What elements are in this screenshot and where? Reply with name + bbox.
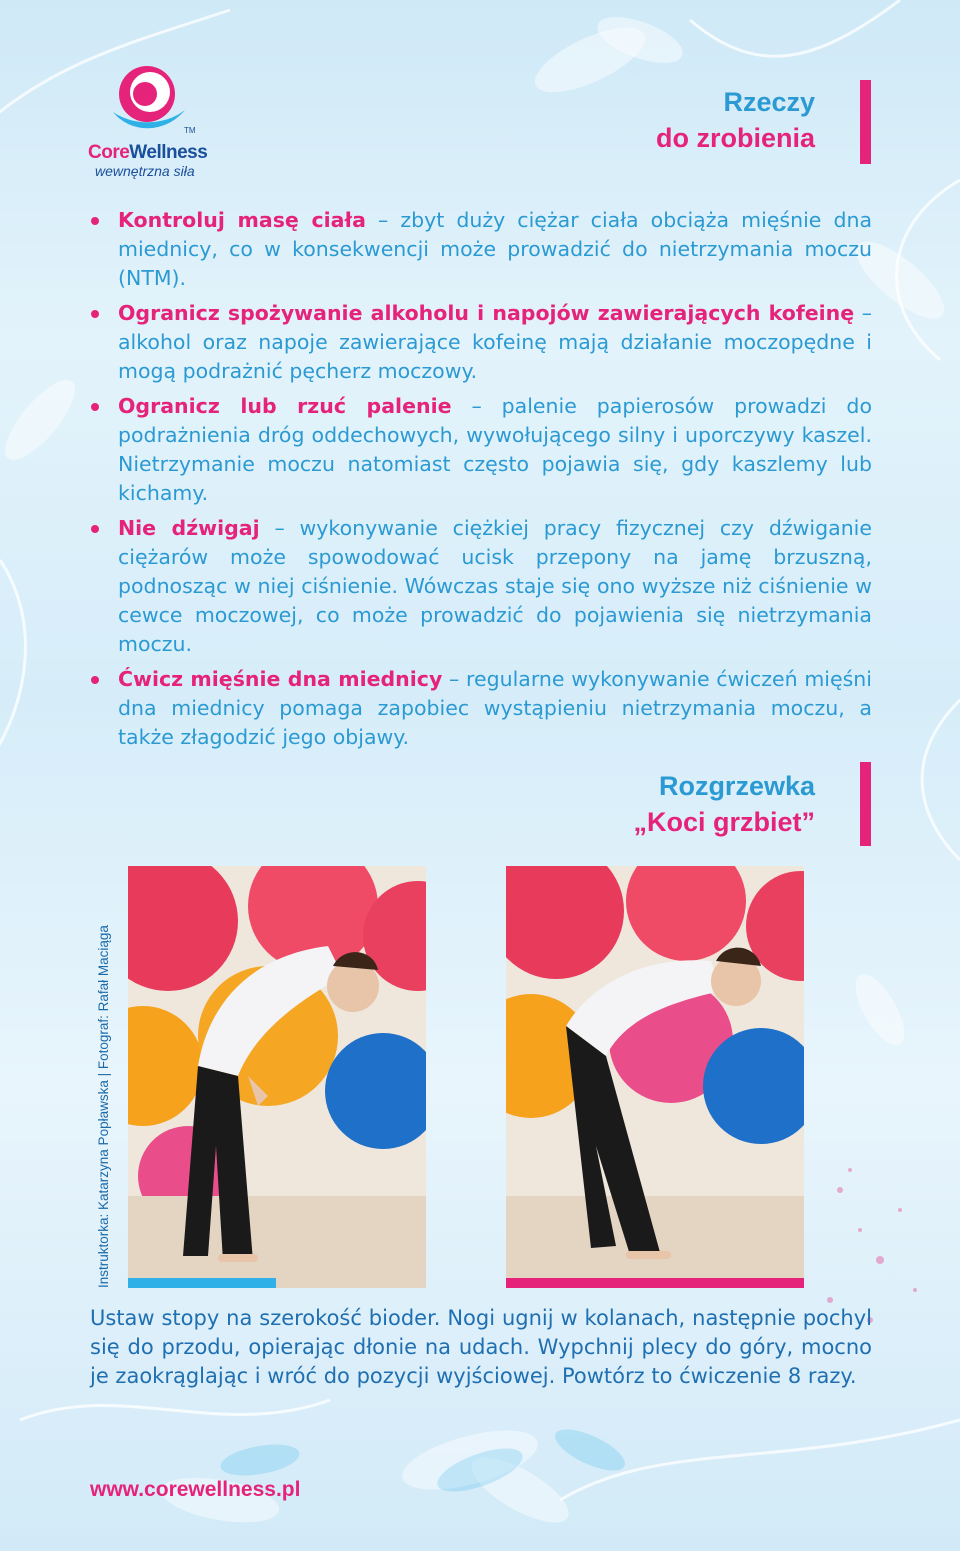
tip-text: – zbyt duży ciężar ciała obciąża mięśnie dna miednicy, co w konsekwencji może prowadzić do nietrzymania moczu (NTM). (118, 208, 873, 290)
section-title-warmup-line1: Rozgrzewka (658, 771, 815, 801)
tip-text: – alkohol oraz napoje zawierające kofeinę mają działanie moczopędne i mogą podrażnić pęcherz moczowy. (118, 301, 872, 383)
tip-keyword: Nie dźwigaj (118, 516, 260, 540)
exercise-photo-2 (506, 866, 804, 1288)
list-item (90, 514, 872, 659)
brand-name: CoreWellness (88, 142, 208, 163)
bullet-icon (91, 217, 99, 225)
exercise-photo-1-image (128, 866, 426, 1288)
section-title-todo-line2: do zrobienia (655, 123, 815, 153)
exercise-photo-1 (128, 866, 426, 1288)
website-link[interactable]: www.corewellness.pl (90, 1478, 301, 1501)
tip-text: – regularne wykonywanie ćwiczeń mięśni dna miednicy pomaga zapobiec wystąpieniu nietrzymania moczu, a także złagodzić jego objawy. (118, 667, 872, 749)
tips-list (90, 206, 872, 758)
bullet-icon (91, 403, 99, 411)
tip-keyword: Ogranicz lub rzuć palenie (118, 394, 452, 418)
title-accent-bar (860, 80, 871, 164)
trademark-label: TM (184, 126, 196, 135)
section-title-todo (656, 84, 815, 156)
title-accent-bar (860, 762, 871, 846)
section-title-warmup-line2: „Koci grzbiet” (633, 807, 815, 837)
bullet-icon (91, 676, 99, 684)
section-title-todo-line1: Rzeczy (723, 87, 815, 117)
photo-2-accent-strip (506, 1278, 804, 1288)
tip-keyword: Ogranicz spożywanie alkoholu i napojów zawierających kofeinę (118, 301, 855, 325)
tip-text: – palenie papierosów prowadzi do podrażnienia dróg oddechowych, wywołującego silny i uporczywy kaszel. Nietrzymanie moczu natomiast często pojawia się, gdy kaszlemy lub kichamy. (118, 394, 872, 505)
tip-text: – wykonywanie ciężkiej pracy fizycznej czy dźwiganie ciężarów może spowodować ucisk przepony na jamę brzuszną, podnosząc w niej ciśnienie. Wówczas staje się ono wyższe niż ciśnienie w cewce moczowej, co może prowadzić do pojawienia się nietrzymania moczu. (118, 516, 872, 656)
list-item (90, 665, 872, 752)
exercise-description: Ustaw stopy na szerokość bioder. Nogi ugnij w kolanach, następnie pochyl się do przodu, opierając dłonie na udach. Wypchnij plecy do góry, mocno je zaokrąglając i wróć do pozycji wyjściowej. Powtórz to ćwiczenie 8 razy. (90, 1306, 872, 1388)
exercise-photo-2-image (506, 866, 804, 1288)
list-item (90, 206, 872, 293)
section-title-warmup (633, 768, 815, 840)
list-item (90, 392, 872, 508)
list-item (90, 299, 872, 386)
bullet-icon (91, 310, 99, 318)
photo-credit: Instruktorka: Katarzyna Popławska | Fotograf: Rafał Maciąga (96, 925, 111, 1288)
photo-1-accent-strip (128, 1278, 276, 1288)
bullet-icon (91, 525, 99, 533)
tip-keyword: Ćwicz mięśnie dna miednicy (118, 667, 443, 691)
tip-keyword: Kontroluj masę ciała (118, 208, 366, 232)
brand-tagline: wewnętrzna siła (95, 163, 195, 179)
